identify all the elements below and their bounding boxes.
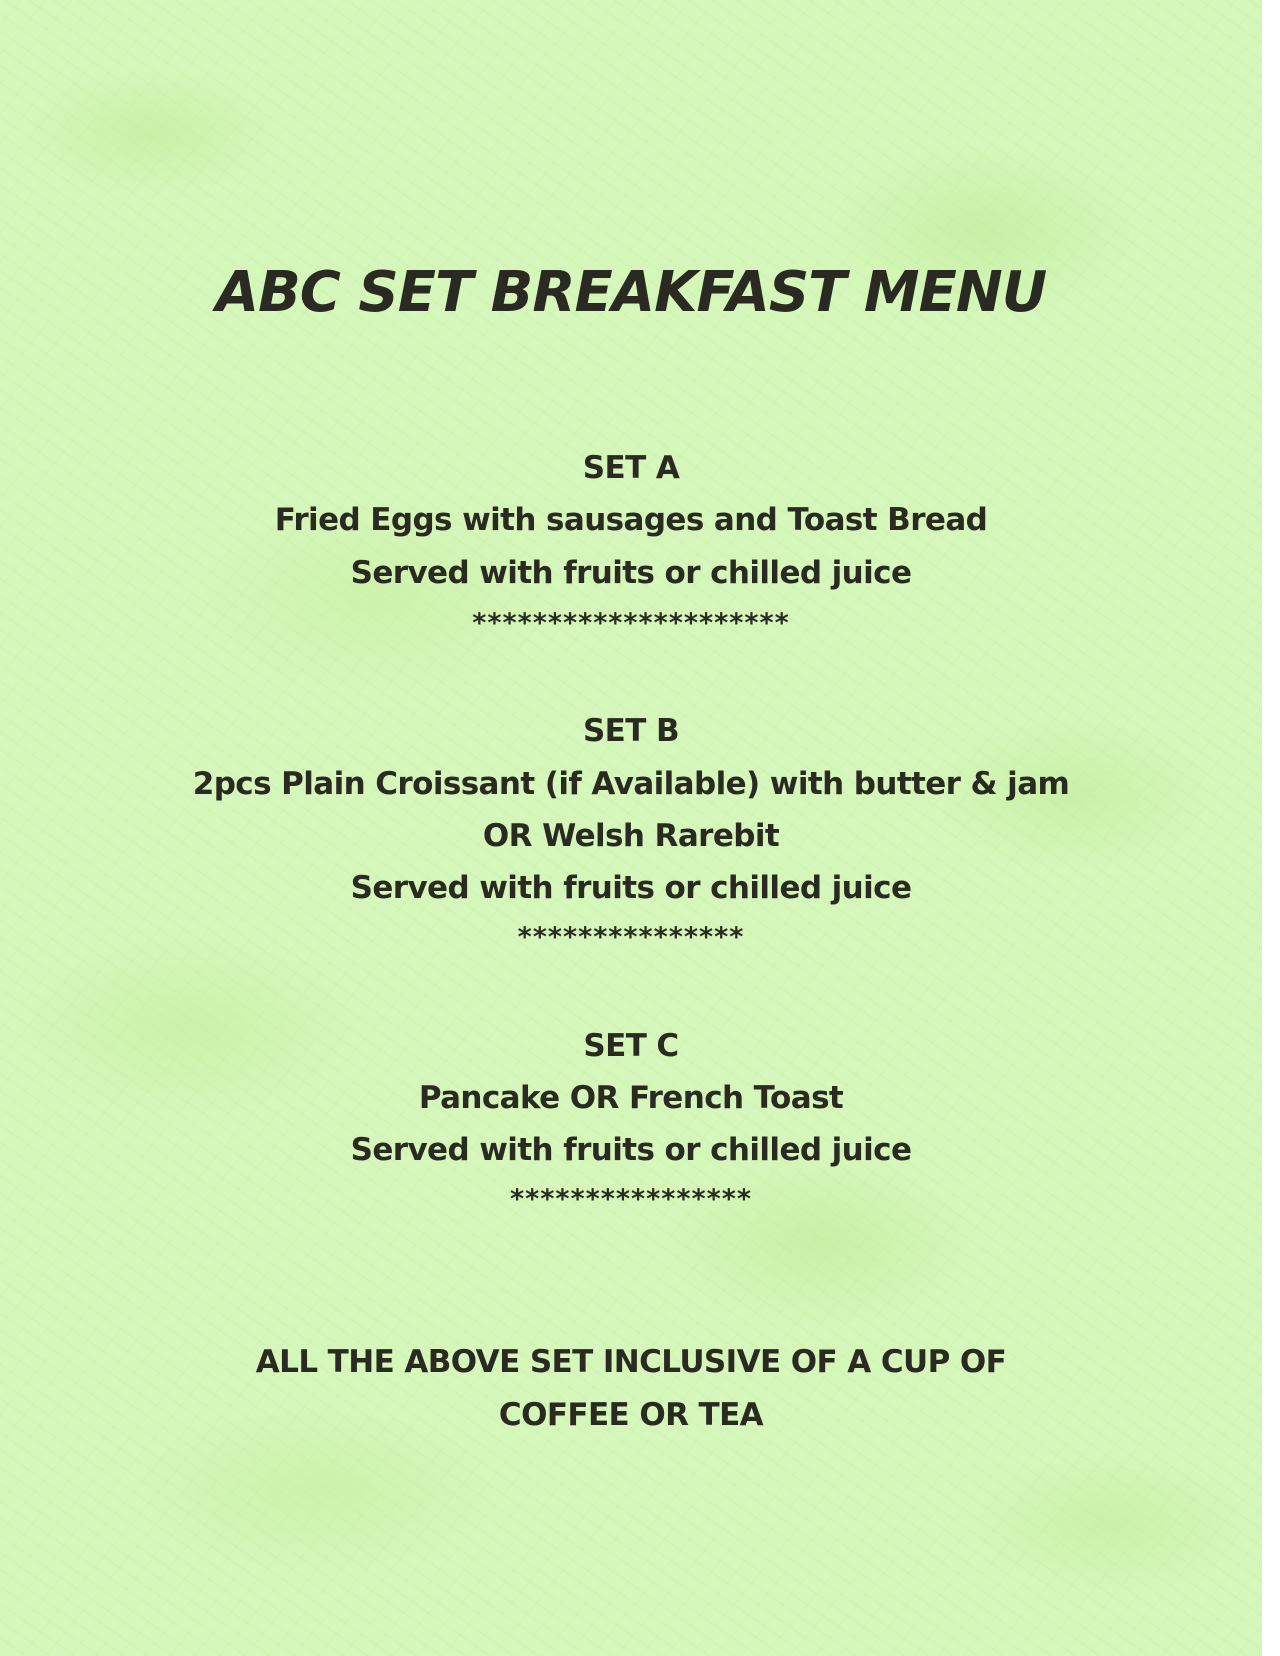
footer-line-1: ALL THE ABOVE SET INCLUSIVE OF A CUP OF: [255, 1344, 1007, 1380]
set-b-alternative-line: OR Welsh Rarebit: [482, 818, 780, 854]
set-b-served-line: Served with fruits or chilled juice: [350, 870, 912, 906]
set-a-item-line: Fried Eggs with sausages and Toast Bread: [274, 502, 988, 538]
footer-line-2: COFFEE OR TEA: [498, 1397, 764, 1433]
set-b-item-line: 2pcs Plain Croissant (if Available) with butter & jam: [192, 766, 1070, 802]
set-c-separator: ****************: [510, 1184, 752, 1215]
scan-margin: [1262, 0, 1280, 1656]
set-c-heading: SET C: [583, 1028, 679, 1064]
set-b-heading: SET B: [582, 713, 680, 749]
set-a-heading: SET A: [582, 450, 680, 486]
set-b-separator: ***************: [517, 922, 745, 953]
set-a-served-line: Served with fruits or chilled juice: [350, 555, 912, 591]
set-a-separator: *********************: [472, 608, 790, 639]
set-c-item-line: Pancake OR French Toast: [418, 1080, 844, 1116]
menu-title: ABC SET BREAKFAST MENU: [215, 260, 1047, 325]
set-c-served-line: Served with fruits or chilled juice: [350, 1132, 912, 1168]
